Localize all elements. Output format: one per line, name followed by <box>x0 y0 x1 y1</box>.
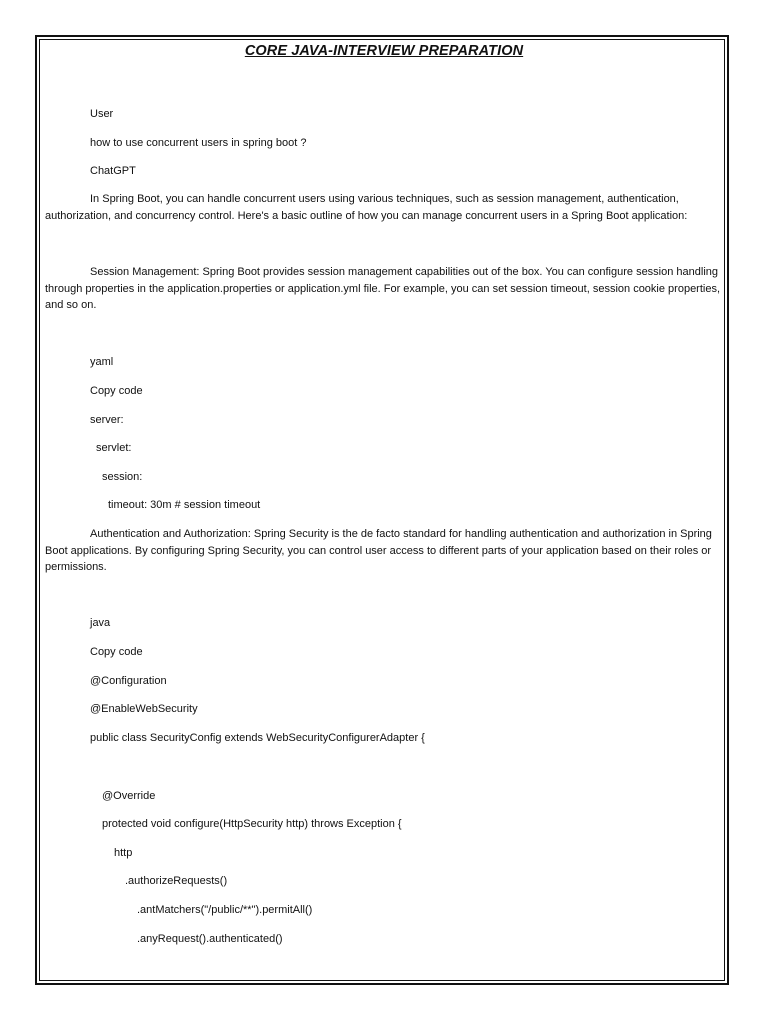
question-text: how to use concurrent users in spring boot ? <box>90 137 307 149</box>
auth-paragraph: Authentication and Authorization: Spring Security is the de facto standard for handling authentication and authorization in Spring Boot applications. By configuring Spring Security, you can control user access to different parts of your application based on their roles or permissions. <box>45 528 712 573</box>
yaml-line-timeout: timeout: 30m # session timeout <box>108 499 261 511</box>
intro-paragraph: In Spring Boot, you can handle concurrent users using various techniques, such as session management, authentication, authorization, and concurrency control. Here's a basic outline of how you can manage concurrent users in a Spring Boot application: <box>45 193 688 222</box>
java-line-configure-method: protected void configure(HttpSecurity http) throws Exception { <box>102 818 402 830</box>
code-language-yaml: yaml <box>90 356 114 368</box>
document-title: CORE JAVA-INTERVIEW PREPARATION <box>244 43 524 59</box>
java-line-ant-matchers: .antMatchers("/public/**").permitAll() <box>137 904 313 916</box>
yaml-line-session: session: <box>102 471 143 483</box>
java-line-http: http <box>114 847 133 859</box>
user-label: User <box>90 108 114 120</box>
java-line-configuration: @Configuration <box>90 675 167 687</box>
yaml-line-servlet: servlet: <box>96 442 132 454</box>
java-line-class-declaration: public class SecurityConfig extends WebSecurityConfigurerAdapter { <box>90 732 425 744</box>
code-language-java: java <box>90 617 111 629</box>
java-line-any-request: .anyRequest().authenticated() <box>137 933 283 945</box>
yaml-line-server: server: <box>90 414 124 426</box>
java-line-override: @Override <box>102 790 156 802</box>
assistant-label: ChatGPT <box>90 165 136 177</box>
copy-code-label-yaml: Copy code <box>90 385 143 397</box>
copy-code-label-java: Copy code <box>90 646 143 658</box>
session-management-paragraph: Session Management: Spring Boot provides session management capabilities out of the box. You can configure session handling through properties in the application.properties or application.yml file. For example, you can set session timeout, session cookie properties, and so on. <box>45 266 721 311</box>
java-line-authorize-requests: .authorizeRequests() <box>125 875 228 887</box>
java-line-enable-web-security: @EnableWebSecurity <box>90 703 198 715</box>
